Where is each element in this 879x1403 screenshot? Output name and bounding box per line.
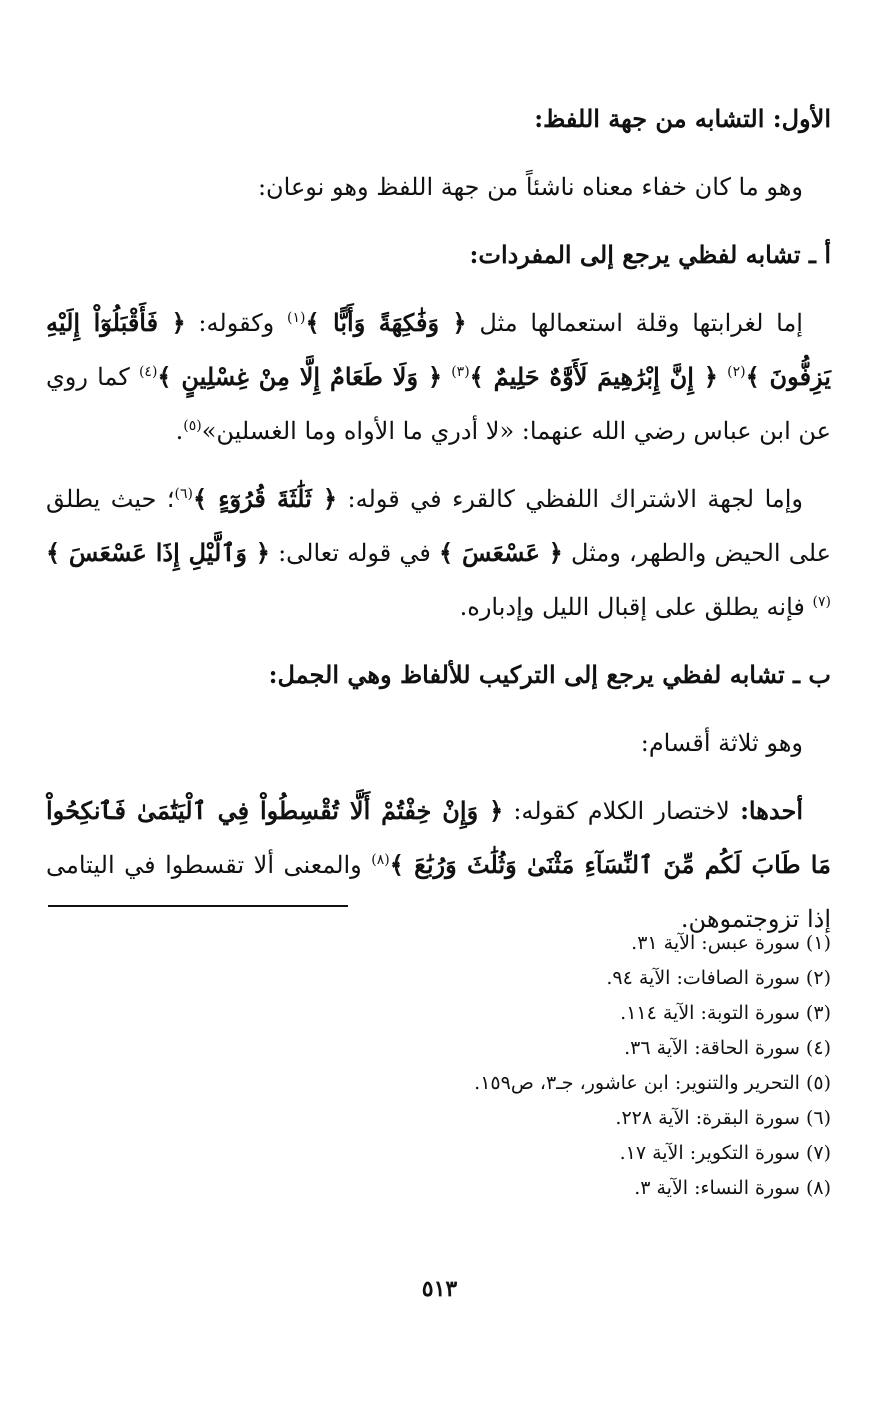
text: فإنه يطلق على إقبال الليل وإدباره. <box>459 593 805 621</box>
quran-verse: ﴿ وَلَا طَعَامٌ إِلَّا مِنْ غِسْلِينٍ ﴾ <box>157 362 443 391</box>
footnote-ref: (٥) <box>183 418 202 434</box>
footnote-ref: (٣) <box>451 364 470 380</box>
footnote-ref: (١) <box>287 310 306 326</box>
item-label: أحدها: <box>740 796 803 825</box>
text: وكقوله: <box>198 309 275 337</box>
footnote-8: (٨) سورة النساء: الآية ٣. <box>634 1177 831 1199</box>
subheading-b: ب ـ تشابه لفظي يرجع إلى التركيب للألفاظ وهي الجمل: <box>268 660 831 689</box>
footnote-ref: (٤) <box>138 364 158 380</box>
paragraph-brevity <box>46 784 831 946</box>
text: إما لغرابتها وقلة استعمالها مثل <box>479 309 803 337</box>
footnote-3: (٣) سورة التوبة: الآية ١١٤. <box>620 1002 831 1024</box>
footnote-1: (١) سورة عبس: الآية ٣١. <box>631 932 831 954</box>
text: كما روي عن ابن عباس رضي الله عنهما: «لا أدري ما الأواه وما الغسلين» <box>46 363 831 445</box>
quran-verse: ﴿ فَأَقْبَلُوٓاْ إِلَيْهِ يَزِفُّونَ ﴾ <box>46 308 831 391</box>
footnote-ref: (٧) <box>812 594 831 610</box>
quran-verse: ﴿ وَٱلَّيْلِ إِذَا عَسْعَسَ ﴾ <box>46 538 270 567</box>
footnote-4: (٤) سورة الحاقة: الآية ٣٦. <box>624 1037 831 1059</box>
paragraph-homonym <box>46 472 831 634</box>
footnote-7: (٧) سورة التكوير: الآية ١٧. <box>619 1142 831 1164</box>
main-text <box>46 92 831 960</box>
subheading-a: أ ـ تشابه لفظي يرجع إلى المفردات: <box>469 240 831 269</box>
text: والمعنى ألا تقسطوا في اليتامى إذا تزوجتموهن. <box>46 851 831 933</box>
footnote-2: (٢) سورة الصافات: الآية ٩٤. <box>606 967 831 989</box>
footnote-ref: (٢) <box>727 364 746 380</box>
text: . <box>175 417 184 445</box>
footnote-divider <box>48 905 348 907</box>
page-number: ٥١٣ <box>421 1276 458 1302</box>
quran-verse: ﴿ إِنَّ إِبْرَٰهِيمَ لَأَوَّٰهٌ حَلِيمٌ ﴾ <box>469 362 718 391</box>
intro-paragraph: وهو ما كان خفاء معناه ناشئاً من جهة اللفظ وهو نوعان: <box>257 173 803 201</box>
quran-verse: ﴿ عَسْعَسَ ﴾ <box>439 538 563 567</box>
section-heading: الأول: التشابه من جهة اللفظ: <box>534 104 831 133</box>
footnotes <box>46 926 831 1206</box>
footnote-ref: (٦) <box>174 486 194 502</box>
paragraph-rare-words <box>46 296 831 458</box>
text: لاختصار الكلام كقوله: <box>513 797 730 825</box>
quran-verse: ﴿ ثَلَٰثَةَ قُرُوٓءٍ ﴾ <box>193 484 338 513</box>
text: ؛ حيث يطلق على الحيض والطهر، ومثل <box>46 485 831 567</box>
footnote-6: (٦) سورة البقرة: الآية ٢٢٨. <box>615 1107 831 1129</box>
footnote-ref: (٨) <box>371 852 390 868</box>
text: في قوله تعالى: <box>278 539 431 567</box>
text: وإما لجهة الاشتراك اللفظي كالقرء في قوله: <box>347 485 804 513</box>
quran-verse: ﴿ وَإِنْ خِفْتُمْ أَلَّا تُقْسِطُواْ فِي ٱلْيَتَٰمَىٰ فَٱنكِحُواْ مَا طَابَ لَكُم مِّنَ ٱلنِّسَآءِ مَثْنَىٰ وَثُلَٰثَ وَرُبَٰعَ ﴾ <box>46 796 831 879</box>
footnote-5: (٥) التحرير والتنوير: ابن عاشور، جـ٣، ص١٥٩. <box>474 1072 831 1094</box>
quran-verse: ﴿ وَفَٰكِهَةً وَأَبًّا ﴾ <box>305 308 467 337</box>
sections-intro: وهو ثلاثة أقسام: <box>640 729 803 757</box>
